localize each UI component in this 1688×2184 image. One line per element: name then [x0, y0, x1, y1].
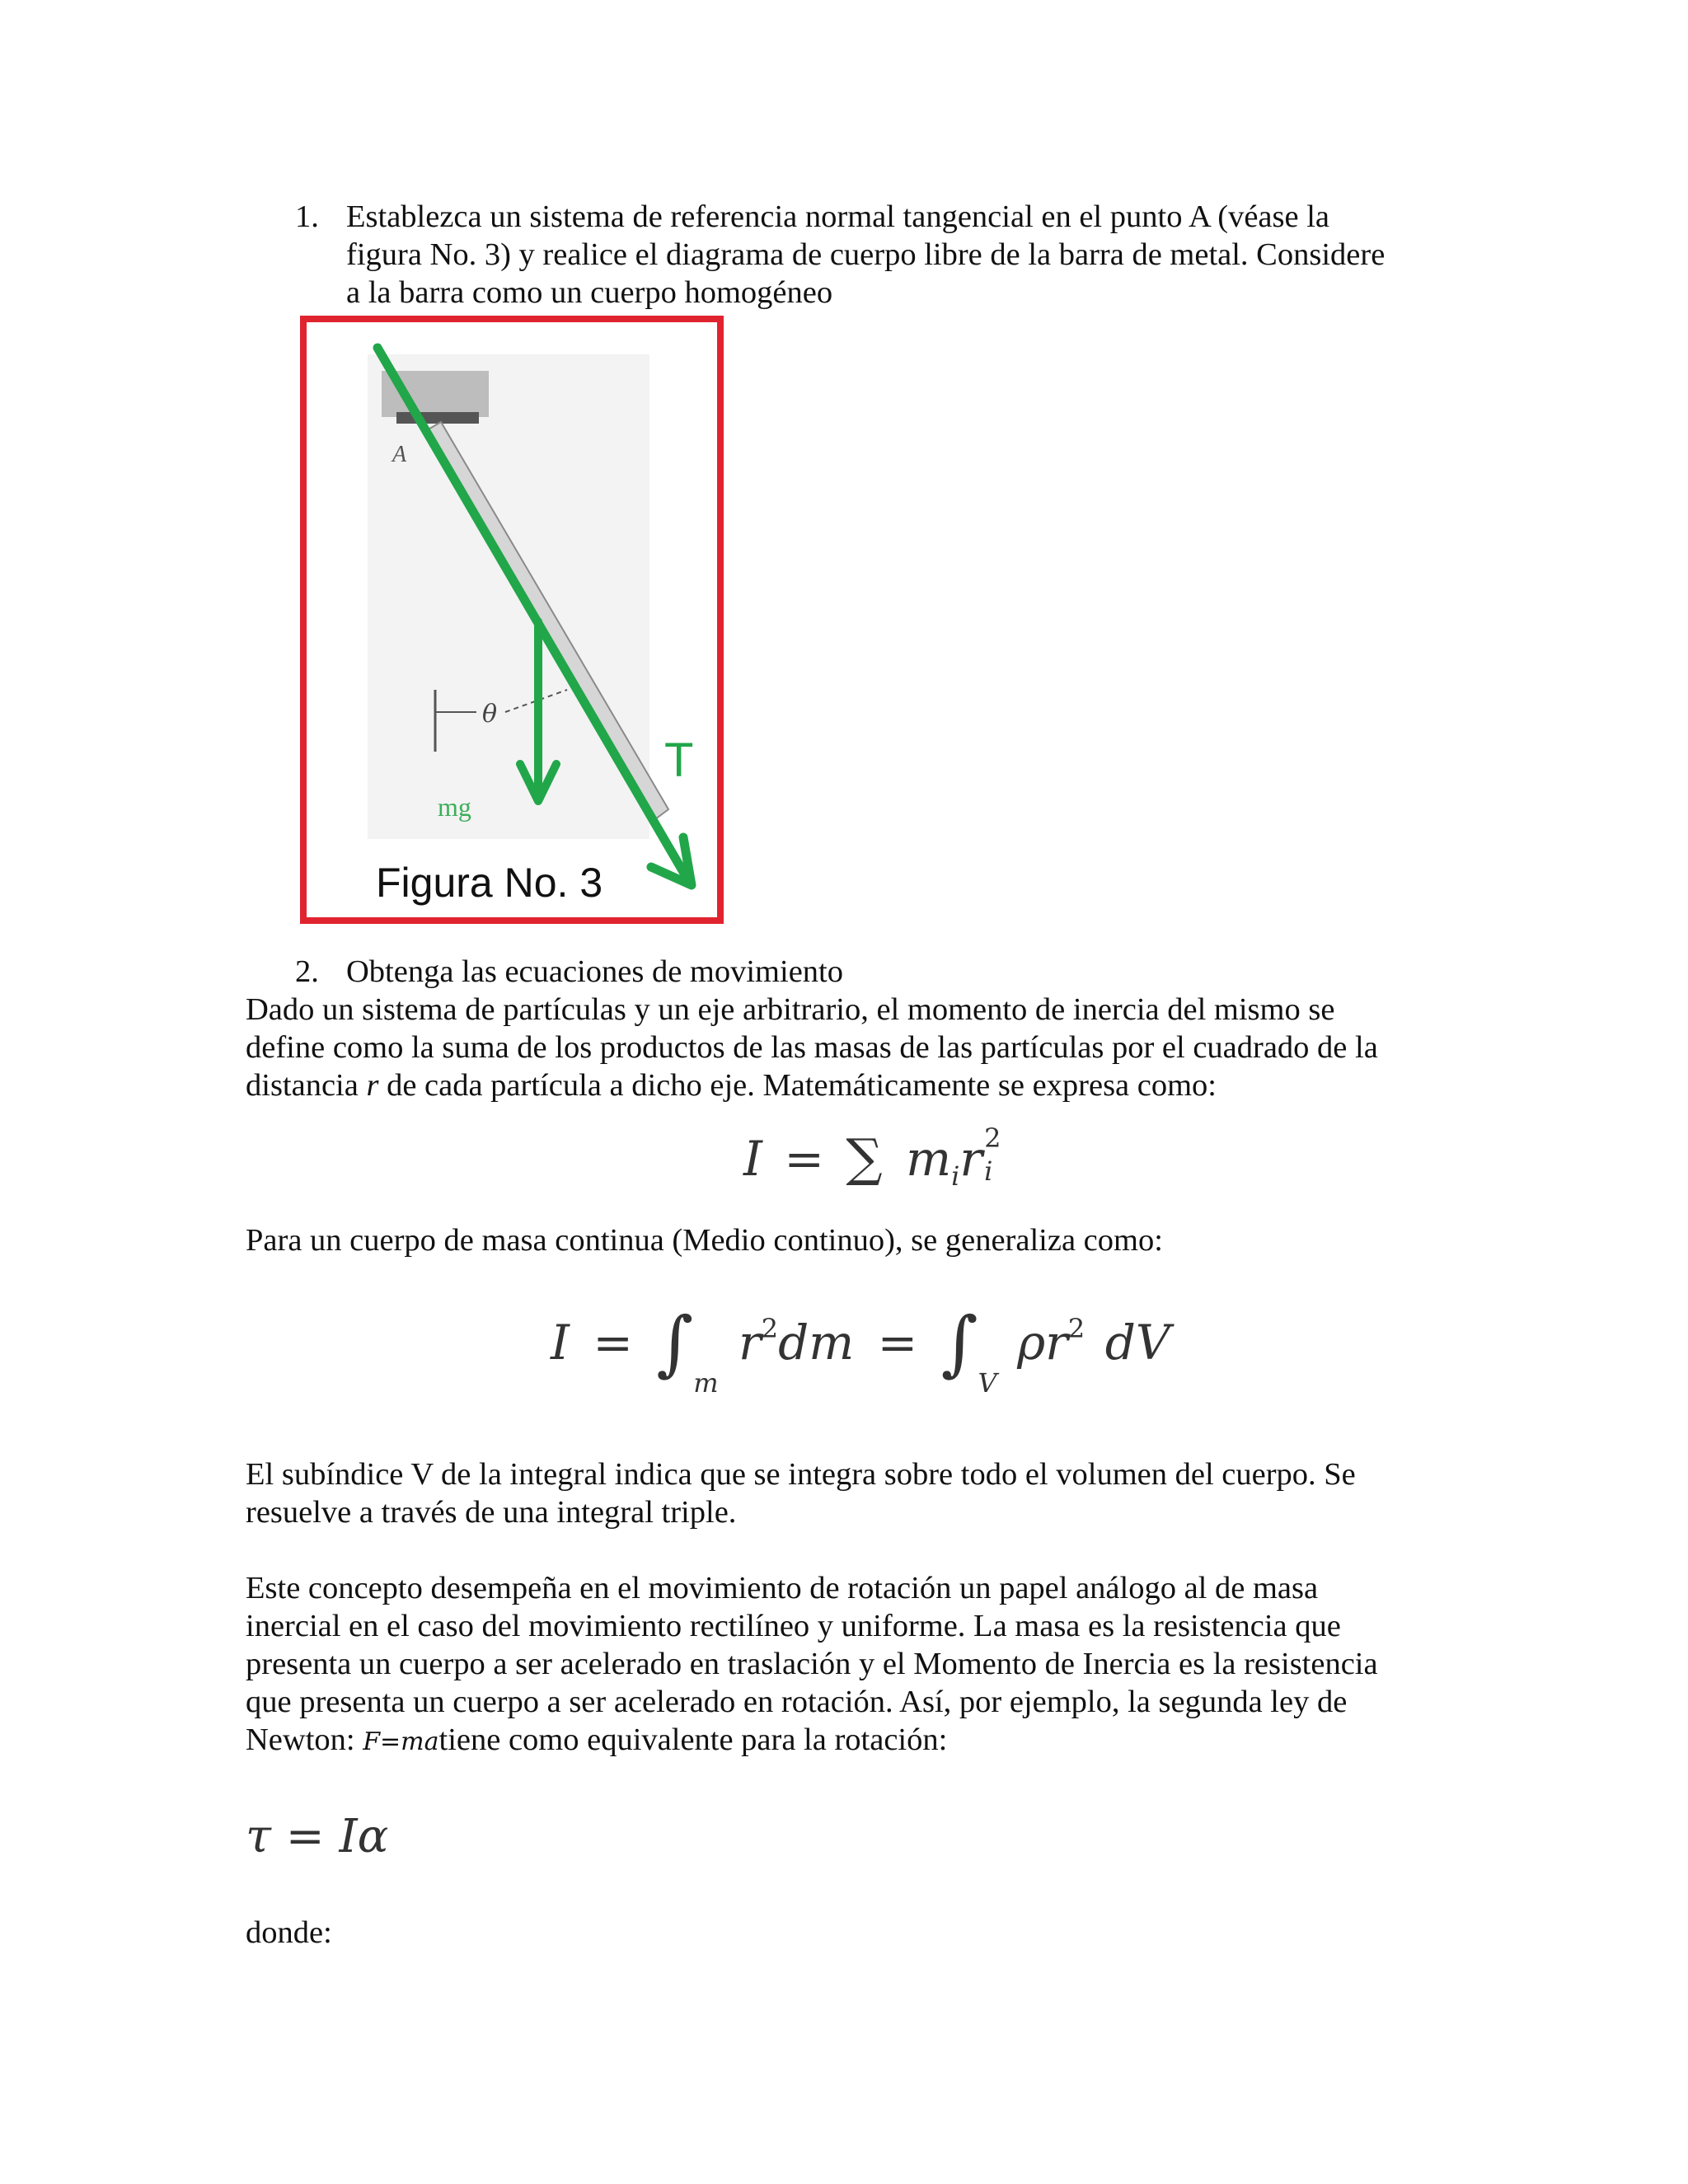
- text-run: de cada partícula a dicho eje. Matemáticamente se expresa como:: [387, 1068, 1217, 1103]
- theta-label: θ: [482, 700, 498, 729]
- text-line: a la barra como un cuerpo homogéneo: [346, 275, 833, 310]
- eq-subscript: V: [978, 1367, 997, 1399]
- list-number: 1.: [295, 199, 319, 234]
- list-item-text: Obtenga las ecuaciones de movimiento: [346, 954, 843, 989]
- text-line: Dado un sistema de partículas y un eje arbitrario, el momento de inercia del mismo se: [246, 992, 1335, 1027]
- text-donde: donde:: [246, 1915, 332, 1950]
- figure-caption: Figura No. 3: [376, 860, 603, 906]
- eq-subscript: i: [984, 1155, 993, 1187]
- sum-symbol: ∑: [846, 1127, 883, 1188]
- text-line: presenta un cuerpo a ser acelerado en traslación y el Momento de Inercia es la resistencia: [246, 1647, 1378, 1681]
- figure-3: [299, 315, 724, 925]
- weight-label: mg: [438, 792, 471, 822]
- eq-symbol: I: [551, 1315, 570, 1371]
- eq-superscript: 2: [984, 1122, 1001, 1154]
- figure-photo-background: [368, 354, 649, 839]
- eq-symbol: I: [743, 1131, 762, 1187]
- text-line: figura No. 3) y realice el diagrama de cuerpo libre de la barra de metal. Considere: [346, 237, 1386, 272]
- list-item-text: [346, 198, 1434, 312]
- eq-symbol: =: [784, 1131, 824, 1187]
- figure-3-diagram: [299, 315, 724, 925]
- equation-discrete-inertia: [743, 1122, 1001, 1202]
- text-line: Este concepto desempeña en el movimiento de rotación un papel análogo al de masa: [246, 1571, 1319, 1605]
- paragraph-continuous: Para un cuerpo de masa continua (Medio continuo), se generaliza como:: [246, 1223, 1163, 1258]
- text-line: resuelve a través de una integral triple.: [246, 1495, 737, 1530]
- eq-subscript: i: [951, 1160, 960, 1192]
- list-number: 2.: [295, 954, 319, 989]
- text-line: que presenta un cuerpo a ser acelerado en rotación. Así, por ejemplo, la segunda ley de: [246, 1685, 1348, 1719]
- eq-superscript: 2: [761, 1313, 779, 1344]
- pin-bracket: [396, 412, 479, 424]
- eq-symbol: =: [877, 1315, 918, 1371]
- eq-scripts: [982, 1122, 1001, 1187]
- eq-symbol: r: [738, 1315, 762, 1371]
- variable-r: r: [366, 1068, 379, 1103]
- text-run: Newton:: [246, 1722, 363, 1757]
- text-line: Establezca un sistema de referencia normal tangencial en el punto A (véase la: [346, 199, 1329, 234]
- list-item-1: [295, 198, 1449, 313]
- eq-subscript: m: [693, 1367, 719, 1399]
- eq-symbol: m: [906, 1131, 952, 1187]
- integral-symbol: ∫: [940, 1302, 978, 1385]
- integral-symbol: ∫: [656, 1302, 694, 1385]
- text-line: [246, 1066, 1437, 1104]
- eq-symbol: dm: [778, 1315, 855, 1371]
- text-run: tiene como equivalente para la rotación:: [438, 1722, 948, 1757]
- eq-symbol: r: [959, 1131, 983, 1187]
- tension-label: T: [664, 733, 694, 787]
- text-line: El subíndice V de la integral indica que se integra sobre todo el volumen del cuerpo. Se: [246, 1457, 1356, 1492]
- text-line: define como la suma de los productos de las masas de las partículas por el cuadrado de la: [246, 1030, 1378, 1065]
- text-run: distancia: [246, 1068, 359, 1103]
- eq-symbol: dV: [1104, 1315, 1170, 1371]
- eq-symbol: =: [593, 1315, 633, 1371]
- paragraph-rotation-concept: [246, 1569, 1437, 1761]
- paragraph-moment-of-inertia: [246, 991, 1437, 1104]
- equation-torque: τ = Iα: [246, 1810, 389, 1863]
- eq-superscript: 2: [1067, 1313, 1085, 1344]
- point-a-label: A: [392, 442, 407, 467]
- list-item-2: [295, 953, 1449, 991]
- equation-continuous-inertia: [551, 1294, 1170, 1399]
- eq-symbol: ρr: [1017, 1315, 1068, 1371]
- text-line: [246, 1721, 1437, 1761]
- paragraph-subscript-v: [246, 1455, 1437, 1531]
- text-line: inercial en el caso del movimiento rectilíneo y uniforme. La masa es la resistencia que: [246, 1609, 1341, 1643]
- inline-equation-newton: F=ma: [363, 1727, 439, 1756]
